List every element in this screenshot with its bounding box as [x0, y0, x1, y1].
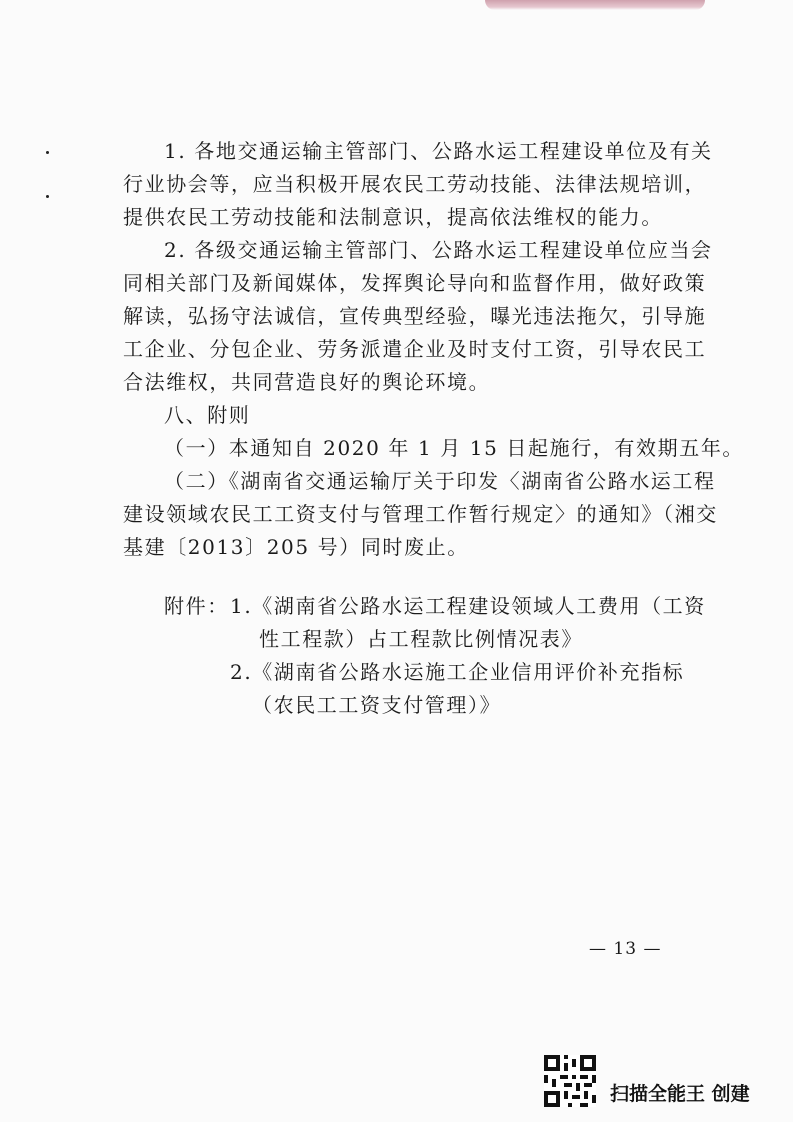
punch-dot — [46, 195, 49, 198]
paragraph-4-line-2: 建设领域农民工工资支付与管理工作暂行规定〉的通知》（湘交 — [123, 502, 718, 526]
paragraph-4-line-3: 基建〔2013〕205 号）同时废止。 — [123, 535, 469, 559]
paragraph-1-line-3: 提供农民工劳动技能和法制意识，提高依法维权的能力。 — [123, 205, 663, 229]
attachments-label: 附件： — [164, 594, 229, 618]
attachment-1-line-1: 1.《湖南省公路水运工程建设领域人工费用（工资 — [230, 594, 706, 618]
paragraph-2-line-2: 同相关部门及新闻媒体，发挥舆论导向和监督作用，做好政策 — [123, 271, 707, 295]
top-edge-mark — [485, 0, 705, 10]
paragraph-3-line-1: （一）本通知自 2020 年 1 月 15 日起施行，有效期五年。 — [164, 436, 745, 460]
punch-dot — [46, 151, 49, 154]
paragraph-2-line-1: 2. 各级交通运输主管部门、公路水运工程建设单位应当会 — [164, 238, 713, 262]
paragraph-1-line-1: 1. 各地交通运输主管部门、公路水运工程建设单位及有关 — [164, 139, 713, 163]
paragraph-4-line-1: （二）《湖南省交通运输厅关于印发〈湖南省公路水运工程 — [164, 469, 716, 493]
attachment-2-line-2: （农民工工资支付管理）》 — [252, 693, 502, 717]
paragraph-1-line-2: 行业协会等，应当积极开展农民工劳动技能、法律法规培训， — [123, 172, 707, 196]
paragraph-2-line-4: 工企业、分包企业、劳务派遣企业及时支付工资，引导农民工 — [123, 337, 707, 361]
page-number: — 13 — — [589, 939, 662, 959]
scanner-watermark: 扫描全能王 创建 — [610, 1083, 750, 1105]
section-heading: 八、附则 — [164, 403, 251, 427]
paragraph-2-line-5: 合法维权，共同营造良好的舆论环境。 — [123, 370, 491, 394]
qr-code-icon — [544, 1055, 596, 1107]
paragraph-2-line-3: 解读，弘扬守法诚信，宣传典型经验，曝光违法拖欠，引导施 — [123, 304, 707, 328]
attachment-1-line-2: 性工程款）占工程款比例情况表》 — [259, 627, 583, 651]
attachment-2-line-1: 2.《湖南省公路水运施工企业信用评价补充指标 — [230, 660, 685, 684]
